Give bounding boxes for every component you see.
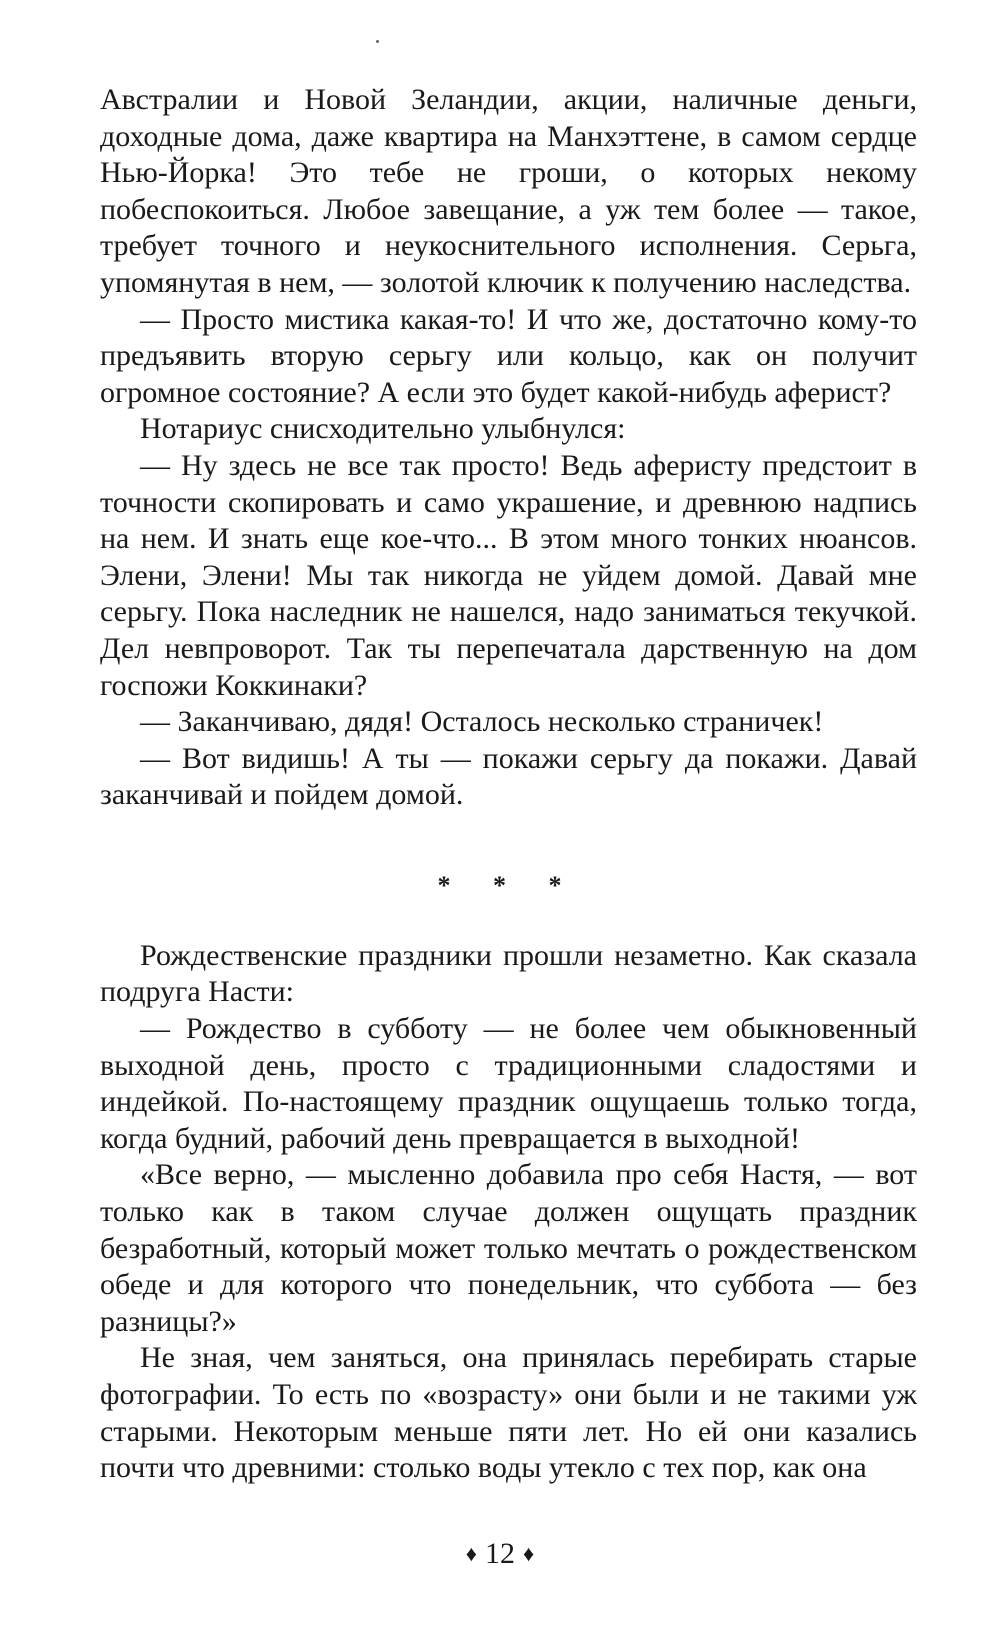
- paragraph: — Просто мистика какая-то! И что же, достаточно кому-то предъявить вторую серьгу или кольцо, как он получит огромное состояние? А если это будет какой-нибудь аферист?: [100, 302, 917, 409]
- paragraph: Нотариус снисходительно улыбнулся:: [140, 412, 626, 446]
- paragraph: — Вот видишь! А ты — покажи серьгу да покажи. Давай заканчивай и пойдем домой.: [100, 741, 917, 812]
- page-footer: [0, 1536, 1000, 1572]
- page-body: [100, 82, 917, 1487]
- text-block-before-separator: [100, 82, 917, 814]
- section-separator: * * *: [437, 870, 580, 900]
- print-speck: [376, 40, 379, 43]
- text-block-after-separator: [100, 938, 917, 1487]
- paragraph: Австралии и Новой Зеландии, акции, наличные деньги, доходные дома, даже квартира на Манхэттене, в самом сердце Нью-Йорка! Это тебе не гроши, о которых некому побеспокоиться. Любое завещание, а уж тем более — такое, требует точного и неукоснительного исполнения. Серьга, упомянутая в нем, — золотой ключик к получению наследства.: [100, 83, 917, 299]
- page-number: 12: [485, 1537, 515, 1570]
- paragraph: «Все верно, — мысленно добавила про себя Настя, — вот только как в таком случае должен ощущать праздник безработный, который может только мечтать о рождественском обеде и для которого что понедельник, что суббота — без разницы?»: [100, 1158, 917, 1338]
- paragraph: — Заканчиваю, дядя! Осталось несколько страничек!: [140, 705, 824, 739]
- paragraph: Рождественские праздники прошли незаметно. Как сказала подруга Насти:: [100, 938, 917, 1009]
- diamond-ornament-icon: ♦: [465, 1541, 477, 1566]
- paragraph: — Ну здесь не все так просто! Ведь аферисту предстоит в точности скопировать и само украшение, и древнюю надпись на нем. И знать еще кое-что... В этом много тонких нюансов. Элени, Элени! Мы так никогда не уйдем домой. Давай мне серьгу. Пока наследник не нашелся, надо заниматься текучкой. Дел невпроворот. Так ты перепечатала дарственную на дом госпожи Коккинаки?: [100, 448, 917, 702]
- paragraph: — Рождество в субботу — не более чем обыкновенный выходной день, просто с традиционными сладостями и индейкой. По-настоящему праздник ощущаешь только тогда, когда будний, рабочий день превращается в выходной!: [100, 1012, 917, 1155]
- diamond-ornament-icon: ♦: [523, 1541, 535, 1566]
- paragraph: Не зная, чем заняться, она принялась перебирать старые фотографии. То есть по «возрасту» они были и не такими уж старыми. Некоторым меньше пяти лет. Но ей они казались почти что древними: столько воды утекло с тех пор, как она: [100, 1341, 917, 1485]
